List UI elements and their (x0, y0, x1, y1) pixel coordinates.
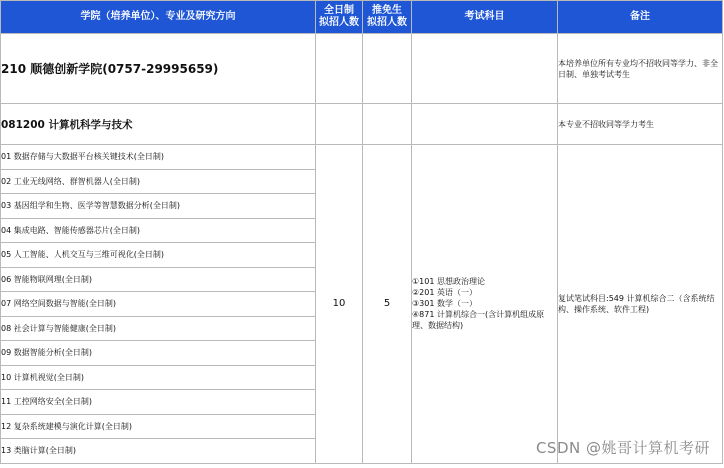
direction-item: 12 复杂系统建模与演化计算(全日制) (1, 414, 316, 439)
exam-subject-english: ②201 英语（一） (412, 288, 477, 298)
institution-exam-cell (412, 34, 558, 104)
header-recommend-line1: 推免生 (372, 5, 402, 16)
direction-item: 02 工业无线网络、群智机器人(全日制) (1, 169, 316, 194)
header-remarks: 备注 (558, 1, 723, 34)
major-exam-cell (412, 104, 558, 145)
major-row (1, 104, 723, 145)
direction-item: 10 计算机视觉(全日制) (1, 365, 316, 390)
direction-row (1, 145, 723, 170)
institution-fulltime-cell (316, 34, 363, 104)
direction-item: 01 数据存储与大数据平台核关键技术(全日制) (1, 145, 316, 170)
direction-item: 08 社会计算与智能健康(全日制) (1, 316, 316, 341)
header-exam-subjects: 考试科目 (412, 1, 558, 34)
exam-subject-math: ③301 数学（一） (412, 299, 477, 309)
exam-subject-computer: ④871 计算机综合一(含计算机组成原理、数据结构) (412, 310, 545, 331)
header-fulltime-quota (316, 1, 363, 34)
header-college-major: 学院（培养单位）、专业及研究方向 (1, 1, 316, 34)
major-remark: 本专业不招收同等学力考生 (558, 104, 723, 145)
directions-remark: 复试笔试科目:549 计算机综合二（含系统结构、操作系统、软件工程) (558, 145, 723, 464)
direction-item: 06 智能物联网理(全日制) (1, 267, 316, 292)
header-recommend-line2: 拟招人数 (367, 17, 407, 28)
fulltime-quota-value: 10 (316, 145, 363, 464)
header-recommend-quota (363, 1, 412, 34)
recommend-quota-value: 5 (363, 145, 412, 464)
header-row (1, 1, 723, 34)
major-recommend-cell (363, 104, 412, 145)
header-fulltime-line1: 全日制 (324, 5, 354, 16)
institution-remark: 本培养单位所有专业均不招收同等学力、非全日制、单独考试考生 (558, 34, 723, 104)
direction-item: 04 集成电路、智能传感器芯片(全日制) (1, 218, 316, 243)
direction-item: 11 工控网络安全(全日制) (1, 390, 316, 415)
watermark: CSDN @姚哥计算机考研 (535, 439, 710, 457)
major-fulltime-cell (316, 104, 363, 145)
direction-item: 07 网络空间数据与智能(全日制) (1, 292, 316, 317)
direction-item: 09 数据智能分析(全日制) (1, 341, 316, 366)
exam-subject-politics: ①101 思想政治理论 (412, 277, 485, 287)
institution-recommend-cell (363, 34, 412, 104)
direction-item: 13 类脑计算(全日制) (1, 439, 316, 464)
major-name: 081200 计算机科学与技术 (1, 104, 316, 145)
institution-name: 210 顺德创新学院(0757-29995659) (1, 34, 316, 104)
direction-item: 03 基因组学和生物、医学等智慧数据分析(全日制) (1, 194, 316, 219)
direction-item: 05 人工智能、人机交互与三维可视化(全日制) (1, 243, 316, 268)
institution-row (1, 34, 723, 104)
exam-subjects-list (412, 145, 558, 464)
header-fulltime-line2: 拟招人数 (319, 17, 359, 28)
